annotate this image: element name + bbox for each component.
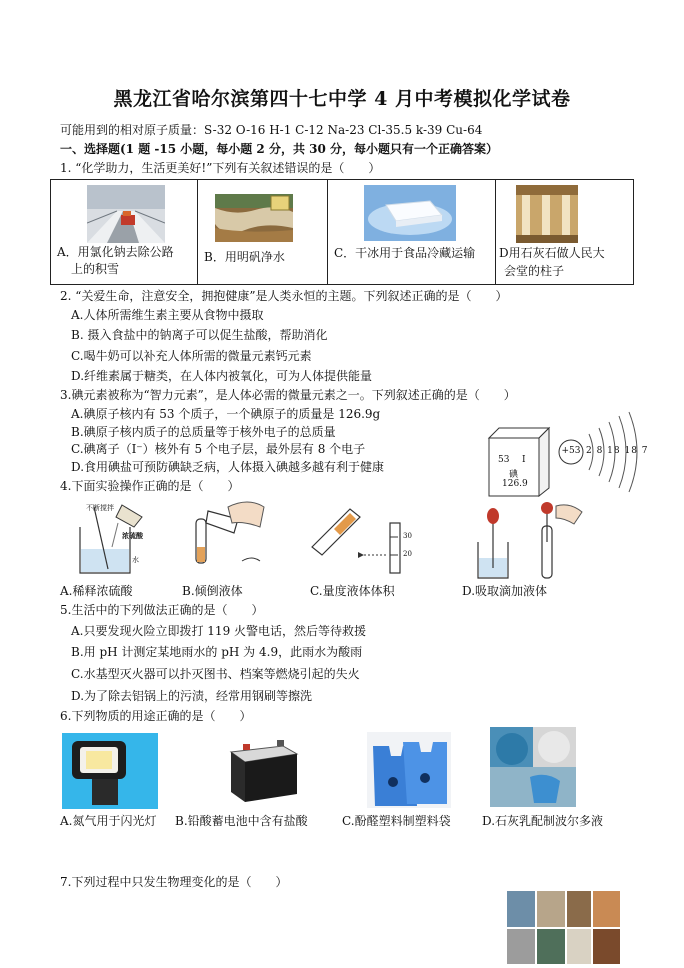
snow-road-image — [87, 185, 165, 243]
q3-option-a: A.碘原子核内有 53 个质子，一个碘原子的质量是 126.9g — [71, 407, 381, 421]
q2-stem: 2. “关爱生命，注意安全，拥抱健康”是人类永恒的主题。下列叙述正确的是（ ） — [60, 289, 508, 303]
q5-stem: 5.生活中的下列做法正确的是（ ） — [60, 603, 264, 617]
iodine-name: 碘 — [509, 470, 519, 480]
q1-option-a-line1: A．用氯化钠去除公路 — [57, 245, 174, 259]
q2-option-b: B. 摄入食盐中的钠离子可以促生盐酸，帮助消化 — [71, 328, 328, 342]
q5-option-a: A.只要发现火险立即拨打 119 火警电话，然后等待救援 — [71, 624, 367, 638]
q6-option-d: D.石灰乳配制波尔多液 — [482, 814, 604, 828]
iodine-figure — [485, 408, 649, 498]
iodine-atomic-number: 53 — [498, 455, 510, 465]
q1-image-table — [50, 179, 634, 285]
q1-option-c-label: C．干冰用于食品冷藏运输 — [334, 246, 476, 260]
q1-option-b — [198, 180, 328, 284]
q2-option-d: D.纤维素属于糖类，在人体内被氧化，可为人体提供能量 — [71, 369, 373, 383]
stir-label: 不断搅拌 — [86, 504, 114, 512]
nucleus-charge: +53 — [561, 446, 581, 456]
q3-option-d: D.食用碘盐可预防碘缺乏病，人体摄入碘越多越有利于健康 — [71, 460, 385, 474]
q4-option-a: A.稀释浓硫酸 — [60, 584, 133, 598]
section-heading: 一、选择题(1 题 -15 小题，每小题 2 分，共 30 分，每小题只有一个正确答案） — [60, 142, 499, 156]
q1-stem: 1. “化学助力，生活更美好!”下列有关叙述错误的是（ ） — [60, 161, 381, 175]
dry-ice-image — [364, 185, 456, 241]
q4-option-d: D.吸取滴加液体 — [462, 584, 548, 598]
q5-option-c: C.水基型灭火器可以扑灭图书、档案等燃烧引起的失火 — [71, 667, 360, 681]
q7-collage-image — [507, 891, 620, 964]
scale-bottom: 20 — [403, 550, 412, 558]
dilute-acid-figure — [72, 497, 152, 577]
q6-stem: 6.下列物质的用途正确的是（ ） — [60, 709, 252, 723]
q6-option-a: A.氮气用于闪光灯 — [60, 814, 157, 828]
q5-option-b: B.用 pH 计测定某地雨水的 pH 为 4.9，此雨水为酸雨 — [71, 645, 363, 659]
q1-option-a-line2: 上的积雪 — [71, 262, 120, 276]
dropper-figure — [470, 502, 590, 582]
plastic-bag-image — [367, 732, 451, 808]
pour-liquid-figure — [180, 497, 270, 577]
flash-lamp-image — [62, 733, 158, 809]
iodine-symbol: I — [522, 455, 526, 465]
q2-option-c: C.喝牛奶可以补充人体所需的微量元素钙元素 — [71, 349, 312, 363]
q3-stem: 3.碘元素被称为“智力元素”，是人体必需的微量元素之一。下列叙述正确的是（ ） — [60, 388, 516, 402]
q1-option-b-label: B．用明矾净水 — [204, 250, 285, 264]
bordeaux-mixture-image — [490, 727, 576, 807]
q6-option-b: B.铅酸蓄电池中含有盐酸 — [175, 814, 308, 828]
q4-option-b: B.倾倒液体 — [182, 584, 243, 598]
q1-option-a — [51, 180, 198, 284]
water-label: 水 — [132, 556, 139, 564]
q6-option-c: C.酚醛塑料制塑料袋 — [342, 814, 451, 828]
q3-option-c: C.碘离子（I⁻）核外有 5 个电子层，最外层有 8 个电子 — [71, 442, 366, 456]
q1-option-d-line2: 会堂的柱子 — [504, 264, 565, 278]
q2-option-a: A.人体所需维生素主要从食物中摄取 — [71, 308, 264, 322]
lead-acid-battery-image — [225, 738, 301, 808]
electron-shells: 2 8 18 18 7 — [586, 446, 649, 456]
q4-stem: 4.下面实验操作正确的是（ ） — [60, 479, 240, 493]
q1-option-c — [328, 180, 496, 284]
q4-option-c: C.量度液体体积 — [310, 584, 395, 598]
atomic-masses: 可能用到的相对原子质量：S-32 O-16 H-1 C-12 Na-23 Cl-35.5 k-39 Cu-64 — [60, 123, 483, 137]
page-title: 黑龙江省哈尔滨第四十七中学 4 月中考模拟化学试卷 — [113, 88, 571, 110]
q3-option-b: B.碘原子核内质子的总质量等于核外电子的总质量 — [71, 425, 336, 439]
scale-top: 30 — [403, 532, 412, 540]
acid-label: 浓硫酸 — [122, 531, 143, 540]
great-hall-pillar-image — [516, 185, 578, 243]
q5-option-d: D.为了除去铝锅上的污渍，经常用钢刷等擦洗 — [71, 689, 313, 703]
q1-option-d — [496, 180, 633, 284]
iodine-mass: 126.9 — [502, 479, 528, 489]
measure-volume-figure — [308, 497, 418, 577]
q1-option-d-line1: D用石灰石做人民大 — [499, 246, 605, 260]
alum-water-image — [215, 194, 293, 242]
q7-stem: 7.下列过程中只发生物理变化的是（ ） — [60, 875, 288, 889]
